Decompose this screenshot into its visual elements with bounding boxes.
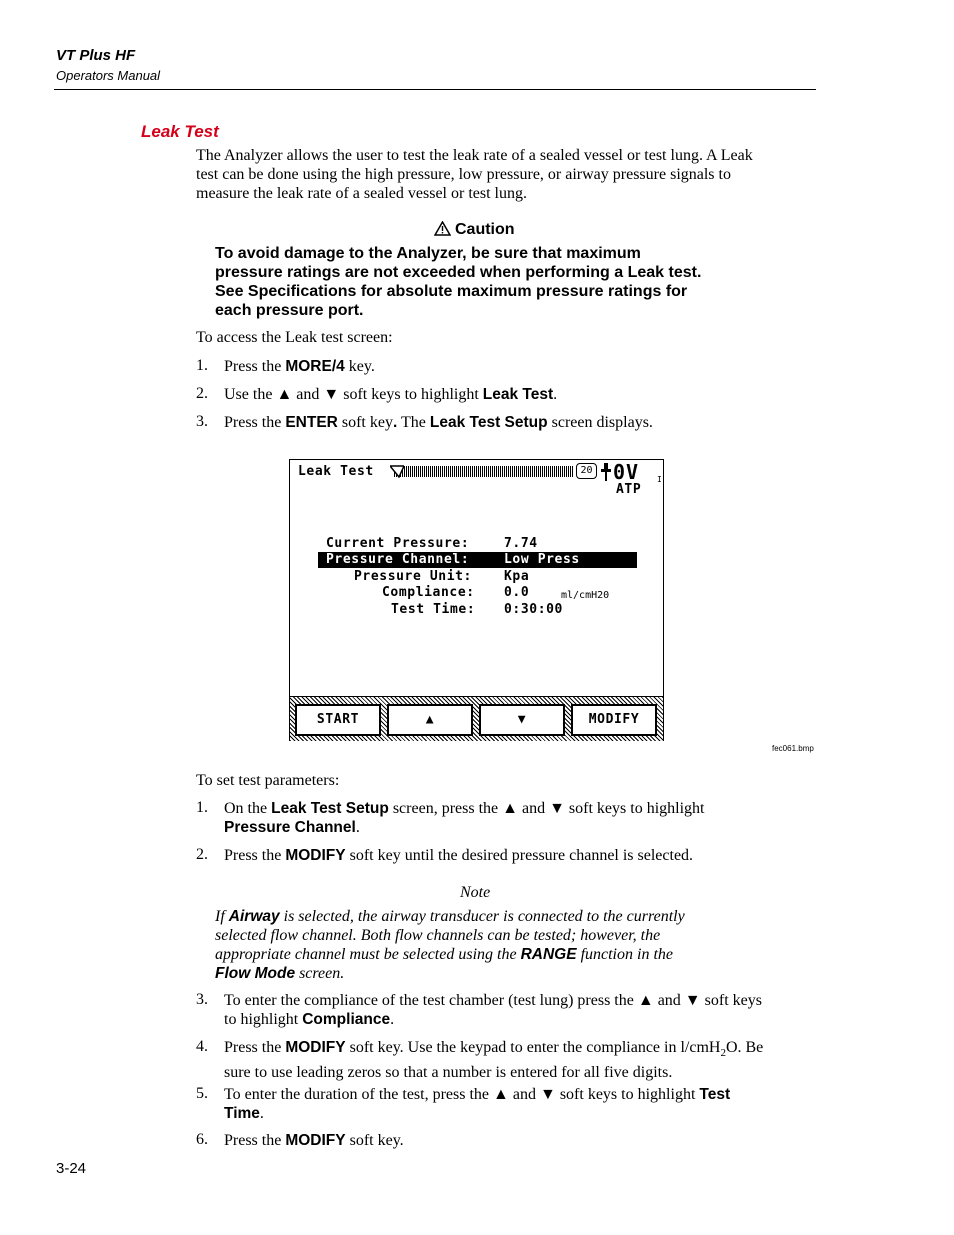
start-softkey[interactable]: START [295, 704, 381, 736]
down-arrow-icon: ▼ [549, 800, 565, 817]
compliance-unit: ml/cmH20 [561, 590, 610, 601]
step-number: 1. [196, 799, 208, 816]
manual-subtitle: Operators Manual [56, 68, 161, 83]
param-step-1: On the Leak Test Setup screen, press the ▲ and ▼ soft keys to highlight Pressure Channel. [224, 800, 705, 836]
title-bar-arrow-icon [390, 464, 404, 478]
compliance-value[interactable]: 0.0 [504, 585, 530, 600]
param-step-2: Press the MODIFY soft key until the desired pressure channel is selected. [224, 847, 694, 864]
caution-line: To avoid damage to the Analyzer, be sure that maximum [215, 245, 641, 262]
voltage-readout: 0V [613, 460, 640, 484]
section-title: Leak Test [141, 122, 219, 141]
step-number: 2. [196, 846, 208, 863]
compliance-label[interactable]: Compliance: [382, 585, 475, 600]
leak-test-setup-screen [289, 459, 664, 741]
title-bar-hatch [394, 466, 574, 477]
intro-line: The Analyzer allows the user to test the leak rate of a sealed vessel or test lung. A Leak [196, 147, 753, 164]
step-number: 5. [196, 1085, 208, 1102]
channel-badge: 20 [576, 463, 597, 479]
caution-heading [434, 221, 515, 239]
battery-plug-icon [601, 463, 611, 481]
warning-triangle-icon [434, 221, 451, 236]
down-arrow-icon: ▼ [539, 1086, 556, 1103]
pressure-channel-label[interactable]: Pressure Channel: [326, 552, 470, 567]
intro-line: test can be done using the high pressure, low pressure, or airway pressure signals to [196, 166, 731, 183]
step-number: 3. [196, 413, 208, 430]
access-step-2: Use the ▲ and ▼ soft keys to highlight Leak Test. [224, 386, 558, 403]
up-softkey[interactable]: ▲ [387, 704, 473, 736]
modify-softkey[interactable]: MODIFY [571, 704, 657, 736]
down-softkey[interactable]: ▼ [479, 704, 565, 736]
test-time-value[interactable]: 0:30:00 [504, 602, 563, 617]
params-intro: To set test parameters: [196, 772, 340, 789]
param-step-6: Press the MODIFY soft key. [224, 1132, 404, 1149]
intro-line: measure the leak rate of a sealed vessel or test lung. [196, 185, 527, 202]
param-step-4: Press the MODIFY soft key. Use the keypad to enter the compliance in l/cmH$_2$O. Be sure to use leading zeros so that a number is entered for all five digits. [224, 1039, 764, 1082]
up-arrow-icon: ▲ [637, 992, 654, 1009]
up-arrow-icon: ▲ [276, 386, 293, 403]
access-step-1: Press the MORE/4 key. [224, 358, 375, 375]
access-intro: To access the Leak test screen: [196, 329, 393, 346]
up-arrow-icon: ▲ [502, 800, 518, 817]
voltage-subscript: I [657, 475, 663, 484]
pressure-channel-value[interactable]: Low Press [504, 552, 580, 567]
up-arrow-icon: ▲ [493, 1086, 509, 1103]
step-number: 2. [196, 385, 208, 402]
intro-paragraph [196, 146, 753, 203]
pressure-unit-value[interactable]: Kpa [504, 569, 530, 584]
current-pressure-label: Current Pressure: [326, 536, 470, 551]
screen-title: Leak Test [298, 464, 374, 479]
caution-text [215, 244, 775, 320]
param-step-3: To enter the compliance of the test chamber (test lung) press the ▲ and ▼ soft keys to highlight Compliance. [224, 992, 762, 1028]
step-number: 4. [196, 1038, 208, 1055]
down-arrow-icon: ▼ [684, 992, 701, 1009]
atp-indicator: ATP [616, 482, 642, 497]
access-step-3: Press the ENTER soft key. The Leak Test Setup screen displays. [224, 414, 653, 431]
step-number: 3. [196, 991, 208, 1008]
caution-label: Caution [455, 221, 515, 238]
param-step-5: To enter the duration of the test, press the ▲ and ▼ soft keys to highlight Test Time. [224, 1086, 731, 1122]
step-number: 6. [196, 1131, 208, 1148]
caution-line: pressure ratings are not exceeded when performing a Leak test. [215, 264, 702, 281]
note-body: If Airway is selected, the airway transducer is connected to the currently selected flow channel. Both flow channels can be tested; however, the appropriate channel must be selected using the RANGE function in the Flow Mode screen. [215, 908, 685, 982]
figure-caption: fec061.bmp [772, 744, 814, 753]
header-divider [54, 89, 816, 90]
manual-title: VT Plus HF [56, 47, 136, 64]
caution-line: each pressure port. [215, 302, 364, 319]
caution-line: See Specifications for absolute maximum pressure ratings for [215, 283, 688, 300]
softkey-bar [290, 696, 663, 741]
current-pressure-value: 7.74 [504, 536, 538, 551]
step-number: 1. [196, 357, 208, 374]
note-title: Note [460, 884, 491, 901]
test-time-label[interactable]: Test Time: [391, 602, 476, 617]
page-number: 3-24 [56, 1160, 87, 1177]
down-arrow-icon: ▼ [323, 386, 340, 403]
pressure-unit-label[interactable]: Pressure Unit: [354, 569, 472, 584]
